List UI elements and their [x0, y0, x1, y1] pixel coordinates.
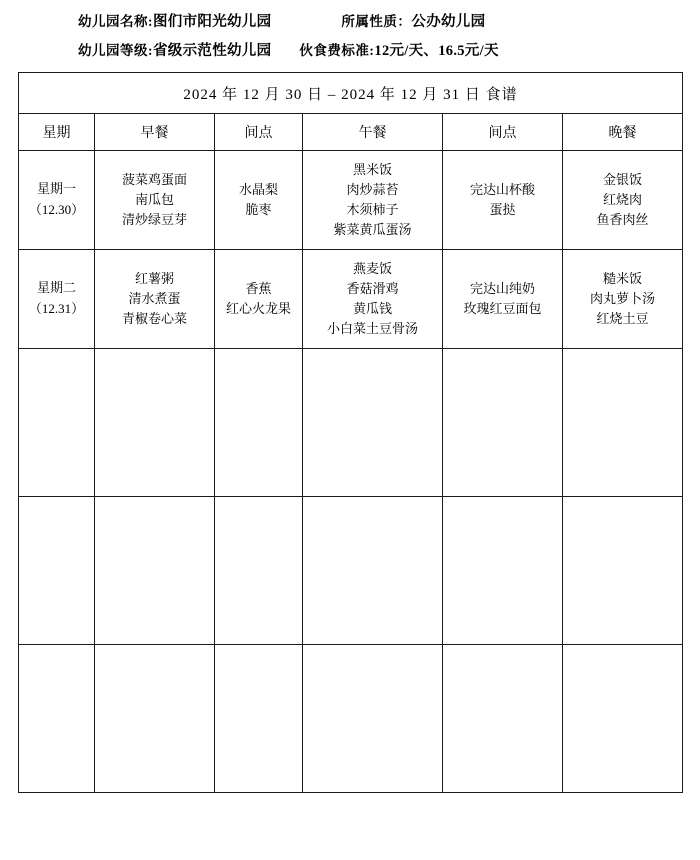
menu-item: 红烧土豆 — [596, 311, 649, 327]
menu-item: 肉炒蒜苔 — [346, 181, 399, 197]
menu-date-range-title: 2024 年 12 月 30 日 – 2024 年 12 月 31 日 食谱 — [19, 73, 683, 114]
weekday-line-2: （12.31） — [28, 301, 85, 316]
menu-item: 鱼香肉丝 — [596, 212, 649, 228]
table-header-row — [19, 114, 683, 151]
dinner-cell — [563, 151, 683, 250]
column-header-morning-snack: 间点 — [215, 114, 303, 151]
morning-snack-cell — [215, 151, 303, 250]
lunch-cell — [303, 250, 443, 349]
weekday-cell — [19, 497, 95, 645]
breakfast-cell — [95, 349, 215, 497]
menu-item: 香蕉 — [245, 280, 272, 296]
breakfast-cell — [95, 645, 215, 793]
menu-table-wrapper — [18, 72, 682, 793]
menu-item: 红烧肉 — [603, 191, 643, 207]
morning-snack-cell — [215, 497, 303, 645]
kindergarten-level-label: 幼儿园等级: — [78, 43, 153, 58]
kindergarten-level-value: 省级示范性幼儿园 — [153, 43, 272, 59]
menu-item: 燕麦饭 — [352, 260, 392, 276]
table-row — [19, 645, 683, 793]
menu-item: 紫菜黄瓜蛋汤 — [333, 222, 412, 238]
table-row — [19, 497, 683, 645]
menu-item: 南瓜包 — [134, 191, 174, 207]
meal-fee-label: 伙食费标准: — [299, 43, 375, 58]
table-row — [19, 151, 683, 250]
lunch-cell — [303, 645, 443, 793]
menu-item: 蛋挞 — [489, 202, 516, 217]
document-header — [0, 0, 700, 60]
weekday-cell — [19, 250, 95, 349]
menu-item: 肉丸萝卜汤 — [590, 290, 656, 306]
lunch-cell — [303, 151, 443, 250]
weekday-line-1: 星期二 — [36, 280, 76, 296]
dinner-cell — [563, 645, 683, 793]
weekday-cell — [19, 645, 95, 793]
column-header-lunch: 午餐 — [303, 114, 443, 151]
menu-item: 金银饭 — [603, 171, 643, 187]
breakfast-cell — [95, 250, 215, 349]
weekday-line-1: 星期一 — [36, 181, 76, 197]
menu-item: 清炒绿豆芽 — [121, 212, 187, 228]
afternoon-snack-cell — [443, 151, 563, 250]
menu-item: 脆枣 — [245, 202, 272, 217]
afternoon-snack-cell — [443, 497, 563, 645]
kindergarten-level-field — [78, 39, 271, 60]
column-header-dinner: 晚餐 — [563, 114, 683, 151]
kindergarten-name-label: 幼儿园名称: — [78, 14, 153, 29]
ownership-type-label: 所属性质： — [341, 14, 412, 29]
menu-item: 完达山杯酸 — [469, 181, 535, 197]
kindergarten-name-value: 图们市阳光幼儿园 — [153, 14, 272, 30]
dinner-cell — [563, 349, 683, 497]
menu-item: 木须柿子 — [346, 202, 399, 217]
weekday-cell — [19, 151, 95, 250]
morning-snack-cell — [215, 349, 303, 497]
menu-item: 黑米饭 — [352, 161, 392, 177]
menu-item: 小白菜土豆骨汤 — [326, 321, 418, 337]
meal-fee-value: 12元/天、16.5元/天 — [374, 43, 499, 59]
kindergarten-name-field — [78, 10, 271, 31]
ownership-type-field — [341, 10, 485, 31]
afternoon-snack-cell — [443, 250, 563, 349]
header-row-2 — [0, 39, 700, 60]
weekday-line-2: （12.30） — [28, 202, 85, 217]
dinner-cell — [563, 250, 683, 349]
menu-item: 完达山纯奶 — [469, 280, 535, 296]
column-header-breakfast: 早餐 — [95, 114, 215, 151]
afternoon-snack-cell — [443, 645, 563, 793]
menu-item: 水晶梨 — [238, 181, 278, 197]
ownership-type-value: 公办幼儿园 — [411, 14, 486, 30]
table-row — [19, 250, 683, 349]
table-title-row — [19, 73, 683, 114]
column-header-weekday: 星期 — [19, 114, 95, 151]
menu-item: 清水煮蛋 — [128, 290, 181, 306]
lunch-cell — [303, 497, 443, 645]
menu-item: 玫瑰红豆面包 — [463, 301, 542, 316]
afternoon-snack-cell — [443, 349, 563, 497]
column-header-afternoon-snack: 间点 — [443, 114, 563, 151]
menu-table — [18, 72, 683, 793]
header-row-1 — [0, 10, 700, 31]
menu-item: 红心火龙果 — [225, 301, 291, 316]
morning-snack-cell — [215, 250, 303, 349]
menu-item: 红薯粥 — [134, 270, 174, 286]
breakfast-cell — [95, 151, 215, 250]
weekday-cell — [19, 349, 95, 497]
menu-item: 黄瓜钱 — [352, 301, 392, 316]
breakfast-cell — [95, 497, 215, 645]
dinner-cell — [563, 497, 683, 645]
morning-snack-cell — [215, 645, 303, 793]
meal-fee-field — [299, 39, 498, 60]
menu-item: 糙米饭 — [603, 270, 643, 286]
lunch-cell — [303, 349, 443, 497]
menu-item: 青椒卷心菜 — [121, 311, 187, 327]
menu-item: 菠菜鸡蛋面 — [121, 171, 187, 187]
menu-item: 香菇滑鸡 — [346, 280, 399, 296]
table-row — [19, 349, 683, 497]
